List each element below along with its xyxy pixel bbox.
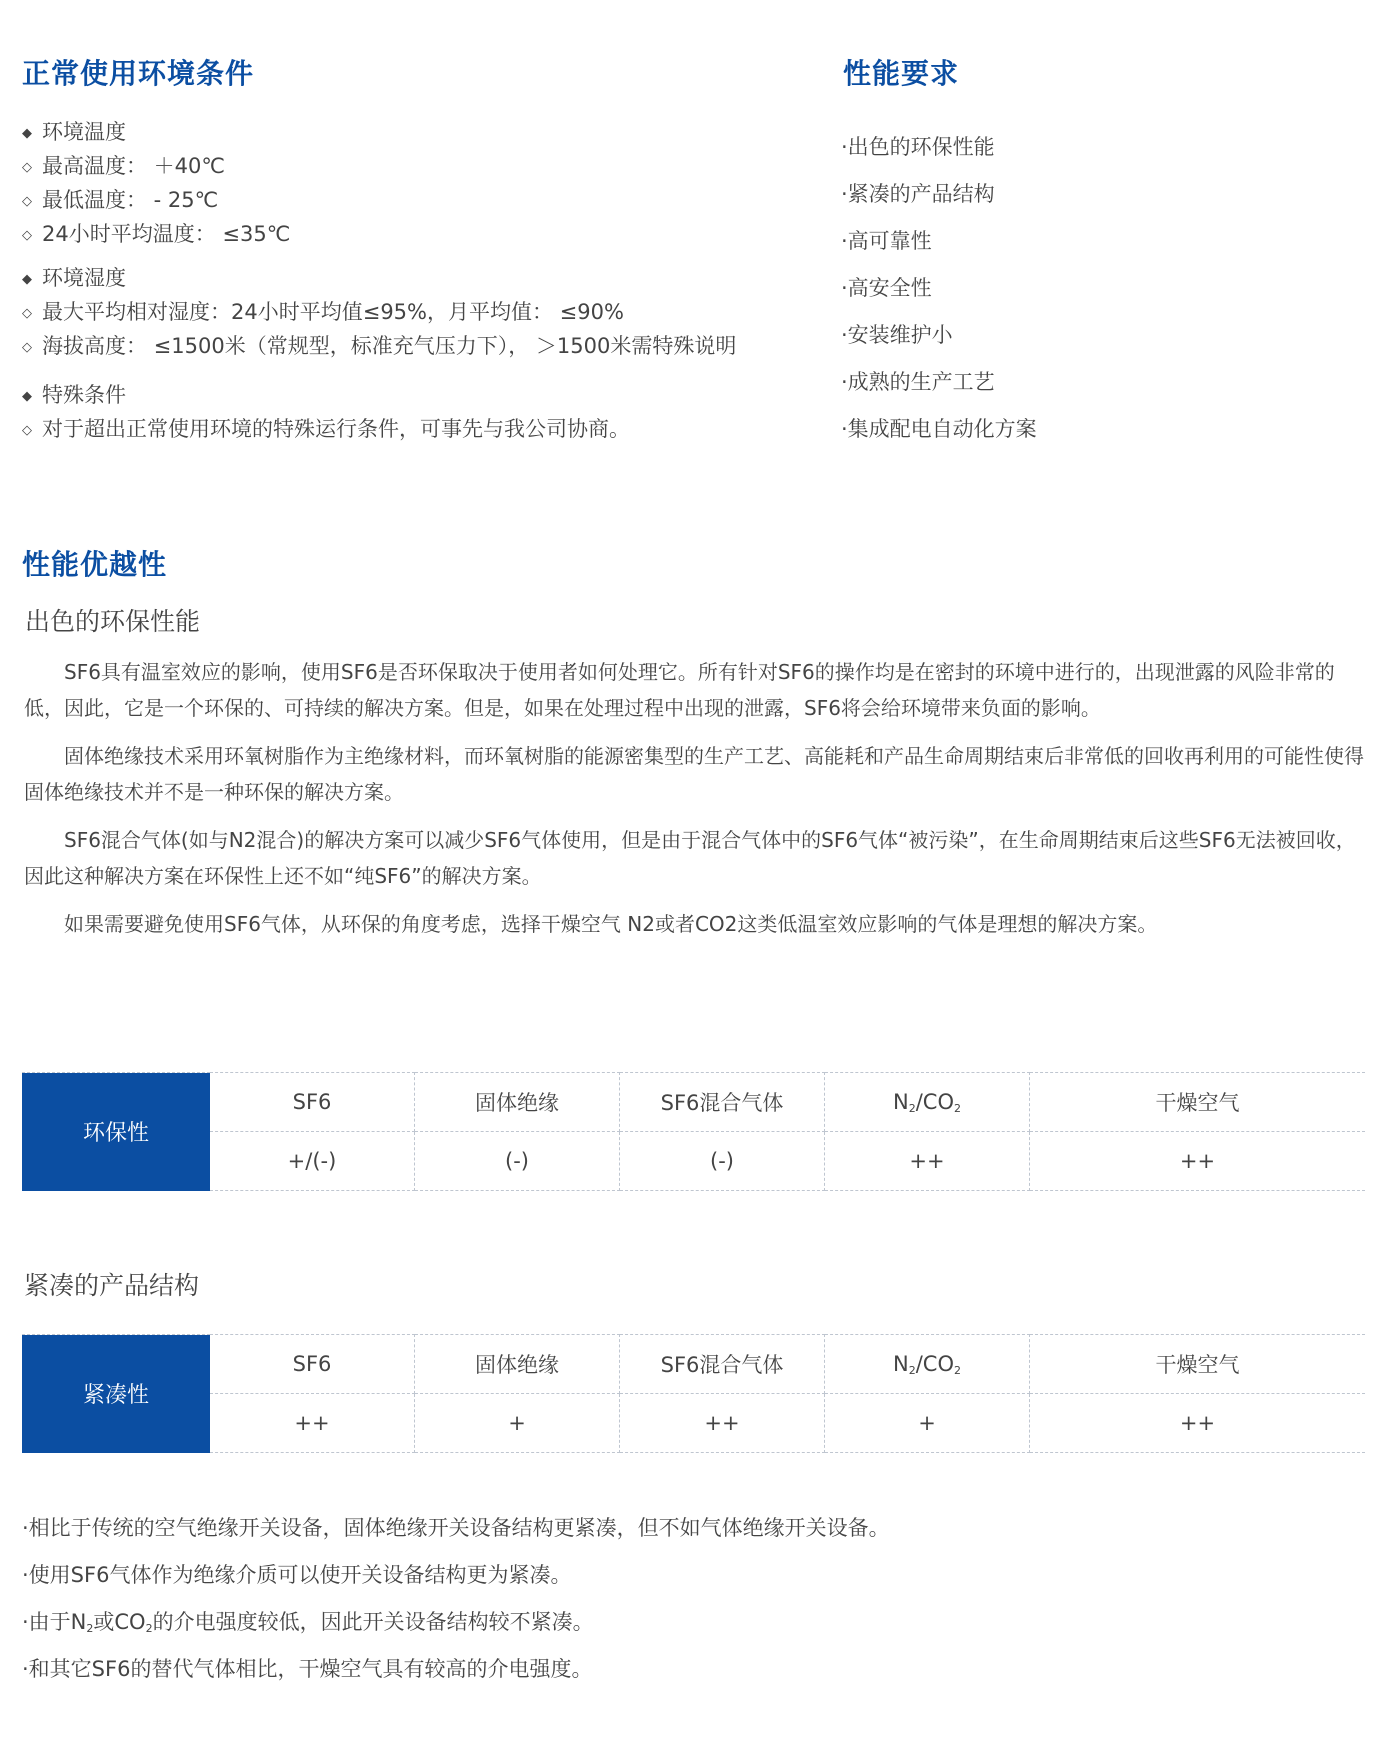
note-item: ·和其它SF6的替代气体相比，干燥空气具有较高的介电强度。 — [22, 1657, 593, 1681]
note-item: ·相比于传统的空气绝缘开关设备，固体绝缘开关设备结构更紧凑，但不如气体绝缘开关设备。 — [22, 1516, 890, 1540]
table-header-cell: 干燥空气 — [1030, 1335, 1366, 1394]
env-group-heading: 环境湿度 — [42, 266, 126, 290]
table-value-cell: ++ — [825, 1132, 1030, 1191]
env-group-humidity — [22, 262, 736, 364]
perf-item: ·安装维护小 — [841, 323, 953, 347]
diamond-filled-icon: ◆ — [22, 126, 32, 141]
compact-table — [22, 1334, 1365, 1453]
table-value-cell: ++ — [1030, 1394, 1366, 1453]
env-item: 最低温度： - 25℃ — [42, 188, 219, 212]
diamond-filled-icon: ◆ — [22, 389, 32, 404]
table-value-cell: + — [415, 1394, 620, 1453]
table-label: 环保性 — [22, 1073, 210, 1191]
note-item-n2: ·由于$N_2$或$CO_2$的介电强度较低，因此开关设备结构较不紧凑。 — [22, 1610, 594, 1635]
table-header-cell: SF6混合气体 — [620, 1335, 825, 1394]
note-item: ·使用SF6气体作为绝缘介质可以使开关设备结构更为紧凑。 — [22, 1563, 572, 1587]
perf-title: 性能要求 — [843, 57, 960, 90]
table-header-cell: 固体绝缘 — [415, 1073, 620, 1132]
table-value-cell: +/(-) — [210, 1132, 415, 1191]
table-value-cell: ++ — [620, 1394, 825, 1453]
perf-item: ·出色的环保性能 — [841, 135, 995, 159]
compact-notes — [22, 1505, 890, 1693]
n2-label: N — [893, 1089, 909, 1114]
paragraph: 如果需要避免使用SF6气体，从环保的角度考虑，选择干燥空气 N2或者CO2这类低温室效应影响的气体是理想的解决方案。 — [64, 912, 1158, 936]
perf-list — [841, 124, 1037, 453]
env-item: 海拔高度： ≤1500米（常规型，标准充气压力下）， ＞1500米需特殊说明 — [42, 334, 737, 358]
table-header-cell: SF6 — [210, 1335, 415, 1394]
perf-item: ·成熟的生产工艺 — [841, 370, 995, 394]
env-group-heading: 特殊条件 — [42, 383, 126, 407]
table-header-cell: 干燥空气 — [1030, 1073, 1366, 1132]
paragraph: 固体绝缘技术采用环氧树脂作为主绝缘材料，而环氧树脂的能源密集型的生产工艺、高能耗和产品生命周期结束后非常低的回收再利用的可能性使得固体绝缘技术并不是一种环保的解决方案。 — [24, 744, 1364, 804]
advantage-title: 性能优越性 — [22, 548, 168, 581]
perf-item: ·高安全性 — [841, 276, 932, 300]
env-group-heading: 环境温度 — [42, 120, 126, 144]
eco-table — [22, 1072, 1365, 1191]
diamond-outline-icon: ◇ — [22, 228, 32, 243]
table-value-cell: (-) — [620, 1132, 825, 1191]
paragraph: SF6具有温室效应的影响，使用SF6是否环保取决于使用者如何处理它。所有针对SF6的操作均是在密封的环境中进行的，出现泄露的风险非常的低，因此，它是一个环保的、可持续的解决方案。但是，如果在处理过程中出现的泄露，SF6将会给环境带来负面的影响。 — [24, 660, 1335, 720]
eco-paragraphs — [24, 654, 1364, 954]
sub-title-eco: 出色的环保性能 — [25, 607, 201, 636]
table-value-cell: (-) — [415, 1132, 620, 1191]
env-group-temperature — [22, 116, 290, 252]
table-header-cell: 固体绝缘 — [415, 1335, 620, 1394]
env-group-special — [22, 379, 630, 447]
sub-title-compact: 紧凑的产品结构 — [24, 1271, 200, 1300]
perf-item: ·紧凑的产品结构 — [841, 182, 995, 206]
diamond-outline-icon: ◇ — [22, 306, 32, 321]
table-header-cell-gas: $N_2/CO_2$ — [825, 1335, 1030, 1394]
n2-label: N — [893, 1351, 909, 1376]
env-item: 24小时平均温度： ≤35℃ — [42, 222, 291, 246]
table-label: 紧凑性 — [22, 1335, 210, 1453]
table-value-cell: ++ — [210, 1394, 415, 1453]
diamond-outline-icon: ◇ — [22, 194, 32, 209]
perf-item: ·集成配电自动化方案 — [841, 417, 1037, 441]
table-header-cell: SF6 — [210, 1073, 415, 1132]
table-header-cell: SF6混合气体 — [620, 1073, 825, 1132]
env-item: 最大平均相对湿度：24小时平均值≤95%，月平均值： ≤90% — [42, 300, 624, 324]
perf-item: ·高可靠性 — [841, 229, 932, 253]
env-item: 对于超出正常使用环境的特殊运行条件，可事先与我公司协商。 — [42, 417, 630, 441]
diamond-outline-icon: ◇ — [22, 340, 32, 355]
table-value-cell: ++ — [1030, 1132, 1366, 1191]
table-header-cell-gas: $N_2/CO_2$ — [825, 1073, 1030, 1132]
paragraph: SF6混合气体(如与N2混合)的解决方案可以减少SF6气体使用，但是由于混合气体中的SF6气体“被污染”，在生命周期结束后这些SF6无法被回收，因此这种解决方案在环保性上还不如“纯SF6”的解决方案。 — [24, 828, 1356, 888]
diamond-outline-icon: ◇ — [22, 423, 32, 438]
table-value-cell: + — [825, 1394, 1030, 1453]
diamond-filled-icon: ◆ — [22, 272, 32, 287]
env-item: 最高温度： ＋40℃ — [42, 154, 225, 178]
env-title: 正常使用环境条件 — [22, 57, 255, 90]
diamond-outline-icon: ◇ — [22, 160, 32, 175]
